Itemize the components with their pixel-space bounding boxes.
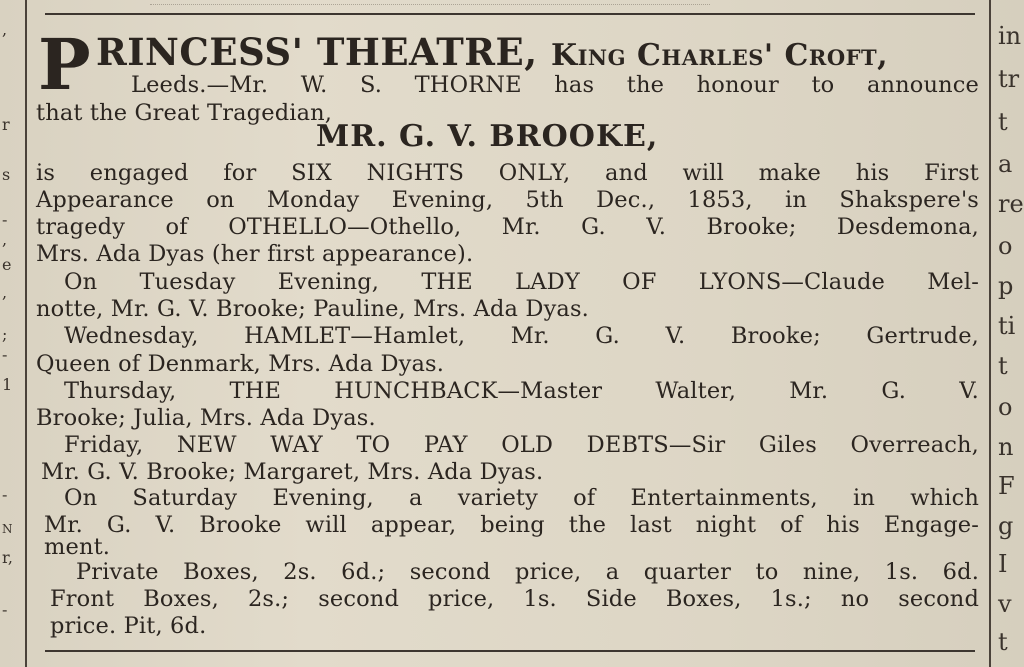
ad-line: Mrs. Ada Dyas (her first appearance). [36, 241, 474, 267]
article-rule-top [45, 13, 975, 15]
fragment-text: o [998, 232, 1013, 260]
fragment-text: F [998, 472, 1015, 500]
fragment-text: o [998, 393, 1013, 421]
right-column-fragment [996, 0, 1024, 667]
fragment-text: , [2, 283, 8, 302]
fragment-text: , [2, 230, 8, 249]
ad-line: Leeds.—Mr. W. S. THORNE has the honour to announce [131, 72, 979, 98]
fragment-text: r, [2, 548, 13, 567]
ad-line: Friday, NEW WAY TO PAY OLD DEBTS—Sir Giles Overreach, [64, 432, 979, 458]
fragment-text: in [998, 22, 1022, 50]
fragment-text: 1 [2, 375, 13, 394]
ad-line: Queen of Denmark, Mrs. Ada Dyas. [36, 351, 445, 377]
fragment-text: , [2, 20, 8, 39]
ad-line: Private Boxes, 2s. 6d.; second price, a quarter to nine, 1s. 6d. [76, 559, 979, 585]
fragment-text: t [998, 108, 1008, 136]
fragment-text: I [998, 550, 1008, 578]
fragment-text: - [2, 600, 8, 619]
fragment-text: n [998, 433, 1014, 461]
ad-line: that the Great Tragedian, [36, 100, 333, 126]
ad-line: price. Pit, 6d. [50, 613, 207, 639]
fragment-text: - [2, 345, 8, 364]
fragment-text: g [998, 512, 1014, 540]
ad-line: Mr. G. V. Brooke will appear, being the last night of his Engage- [44, 512, 979, 538]
ad-line: tragedy of OTHELLO—Othello, Mr. G. V. Brooke; Desdemona, [36, 214, 979, 240]
theatre-advertisement [36, 23, 982, 639]
article-rule-bottom [45, 650, 975, 652]
fragment-text: t [998, 352, 1008, 380]
fragment-text: re [998, 190, 1024, 218]
fragment-text: tr [998, 65, 1020, 93]
ad-line: Front Boxes, 2s.; second price, 1s. Side Boxes, 1s.; no second [50, 586, 979, 612]
fragment-text: a [998, 150, 1013, 178]
fragment-text: s [2, 165, 11, 184]
ad-line: ment. [44, 534, 111, 560]
fragment-text: N [2, 522, 13, 536]
headline-small-caps: King Charles' Croft, [551, 38, 889, 73]
fragment-text: ti [998, 312, 1016, 340]
drop-cap: P [38, 23, 90, 106]
previous-article-edge [150, 0, 710, 5]
fragment-text: ; [2, 325, 8, 344]
left-column-fragment [0, 0, 22, 667]
headline-text [96, 30, 888, 74]
fragment-text: t [998, 628, 1008, 656]
column-rule-left [25, 0, 27, 667]
fragment-text: e [2, 255, 12, 274]
fragment-text: v [998, 590, 1012, 618]
fragment-text: - [2, 485, 8, 504]
ad-line: On Saturday Evening, a variety of Entertainments, in which [64, 485, 979, 511]
fragment-text: r [2, 115, 10, 134]
ad-line: Thursday, THE HUNCHBACK—Master Walter, Mr. G. V. [64, 378, 979, 404]
ad-line: Appearance on Monday Evening, 5th Dec., 1853, in Shakspere's [36, 187, 979, 213]
column-rule-right [989, 0, 991, 667]
fragment-text: p [998, 272, 1014, 300]
ad-line: notte, Mr. G. V. Brooke; Pauline, Mrs. Ada Dyas. [36, 296, 589, 322]
star-name: MR. G. V. BROOKE, [316, 119, 659, 154]
ad-line: On Tuesday Evening, THE LADY OF LYONS—Claude Mel- [64, 269, 979, 295]
ad-line: is engaged for SIX NIGHTS ONLY, and will make his First [36, 160, 979, 186]
ad-line: Mr. G. V. Brooke; Margaret, Mrs. Ada Dyas. [41, 459, 544, 485]
fragment-text: - [2, 210, 8, 229]
headline-caps: RINCESS' THEATRE, [96, 30, 538, 74]
ad-line: Brooke; Julia, Mrs. Ada Dyas. [36, 405, 376, 431]
ad-line: Wednesday, HAMLET—Hamlet, Mr. G. V. Brooke; Gertrude, [64, 323, 979, 349]
